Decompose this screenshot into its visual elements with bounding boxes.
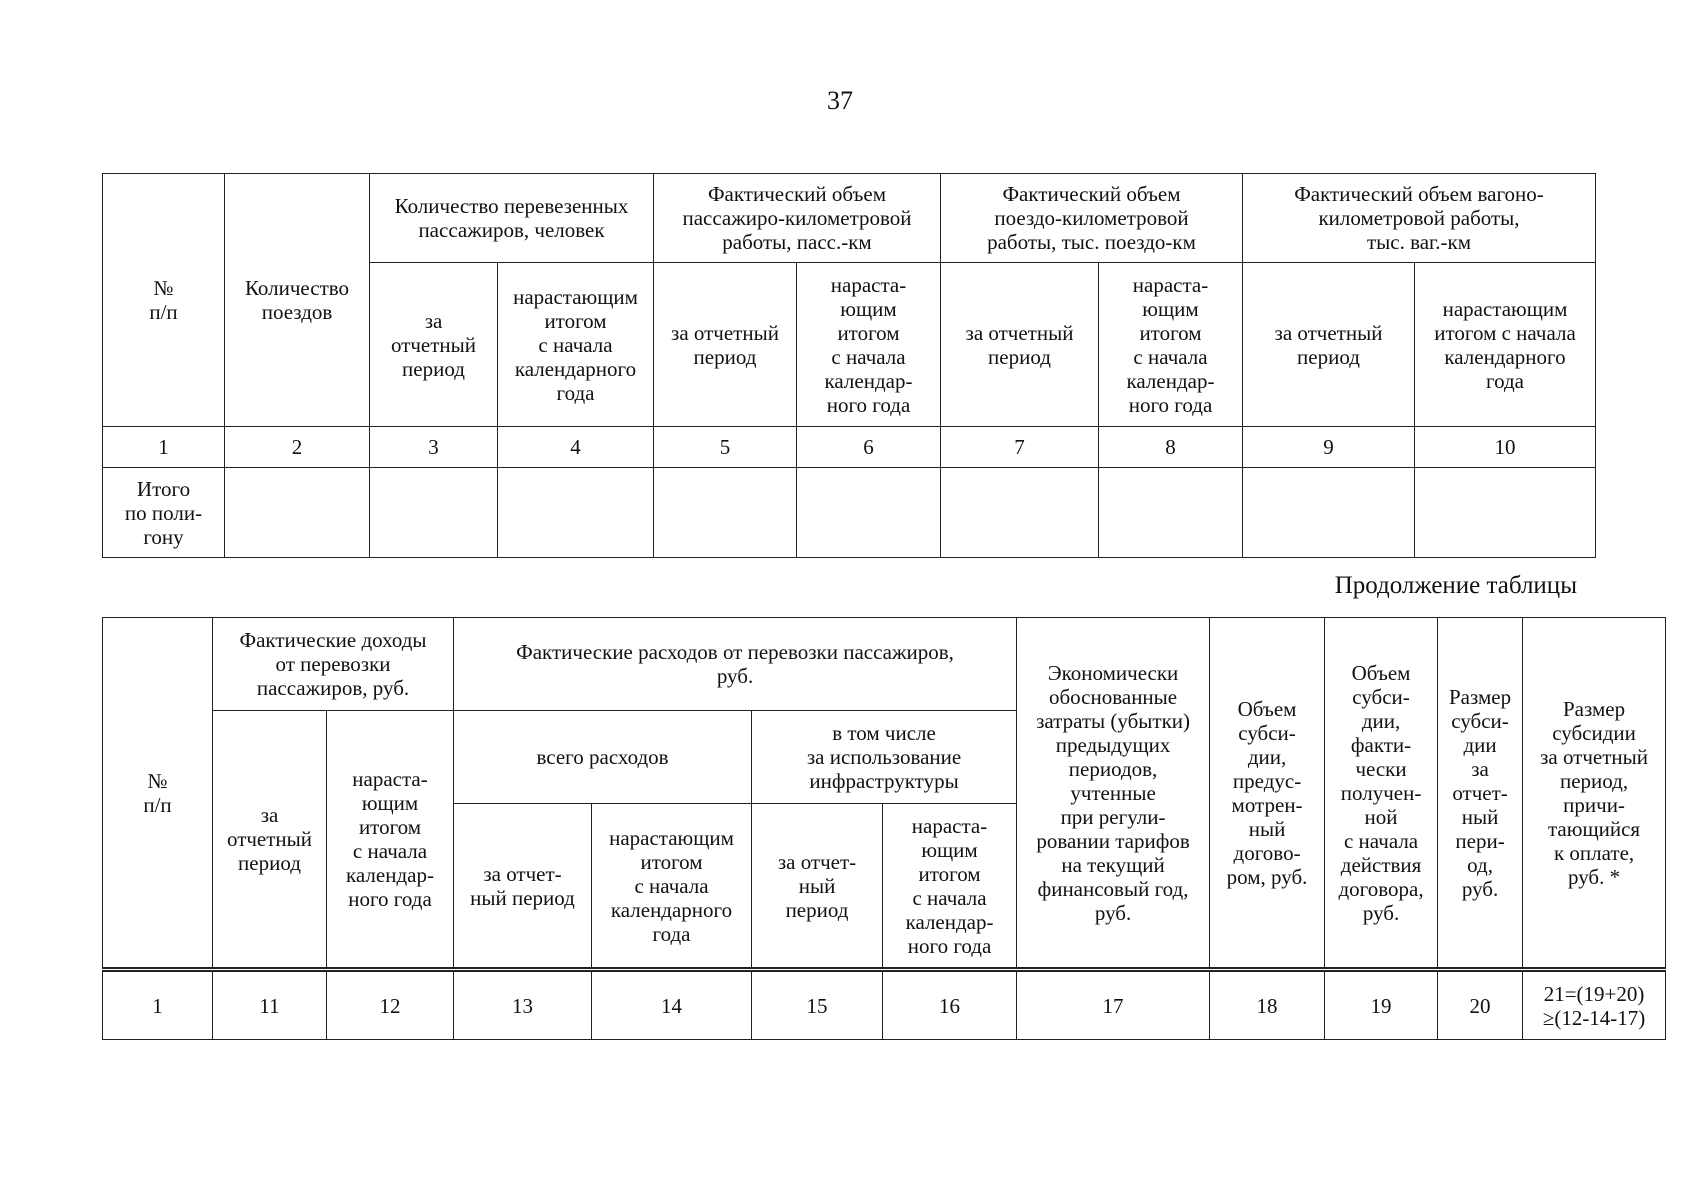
header-number: № п/п [103,174,225,427]
header-total-expenses: всего расходов [454,711,752,804]
header-col-19: Объем субси- дии, факти- чески получен- ной с начала действия договора, руб. [1325,618,1438,970]
header-passenger-km-group: Фактический объем пассажиро-километровой работы, пасс.-км [654,174,941,263]
header-col-18: Объем субси- дии, предус- мотрен- ный догово- ром, руб. [1210,618,1325,970]
column-number: 1 [103,970,213,1040]
column-number: 14 [592,970,752,1040]
header-col-20: Размер субси- дии за отчет- ный пери- од, руб. [1438,618,1523,970]
header-trains-count: Количество поездов [225,174,370,427]
column-number: 2 [225,427,370,468]
column-number-formula: 21=(19+20) ≥(12-14-17) [1523,970,1666,1040]
column-number: 4 [498,427,654,468]
empty-cell [498,468,654,558]
header-col-15: за отчет- ный период [752,804,883,970]
column-number: 3 [370,427,498,468]
header-col-10: нарастающим итогом с начала календарного года [1415,263,1596,427]
empty-cell [370,468,498,558]
header-col-8: нараста- ющим итогом с начала календар- ного года [1099,263,1243,427]
header-col-5: за отчетный период [654,263,797,427]
header-col-3: за отчетный период [370,263,498,427]
continuation-label: Продолжение таблицы [1334,572,1577,599]
passenger-work-table [102,173,1596,558]
header-number: № п/п [103,618,213,970]
income-expenses-table [102,617,1666,1040]
column-number: 9 [1243,427,1415,468]
header-col-6: нараста- ющим итогом с начала календар- ного года [797,263,941,427]
header-expenses-group: Фактические расходов от перевозки пассажиров, руб. [454,618,1017,711]
column-number: 8 [1099,427,1243,468]
header-col-14: нарастающим итогом с начала календарного года [592,804,752,970]
header-col-13: за отчет- ный период [454,804,592,970]
header-train-km-group: Фактический объем поездо-километровой работы, тыс. поездо-км [941,174,1243,263]
column-number: 10 [1415,427,1596,468]
empty-cell [1243,468,1415,558]
column-number-row [103,970,1666,1040]
empty-cell [1415,468,1596,558]
total-row [103,468,1596,558]
header-col-12: нараста- ющим итогом с начала календар- ного года [327,711,454,970]
column-number: 18 [1210,970,1325,1040]
header-col-16: нараста- ющим итогом с начала календар- ного года [883,804,1017,970]
column-number: 16 [883,970,1017,1040]
column-number: 15 [752,970,883,1040]
column-number: 19 [1325,970,1438,1040]
header-infrastructure-expenses: в том числе за использование инфраструктуры [752,711,1017,804]
empty-cell [225,468,370,558]
column-number: 12 [327,970,454,1040]
header-wagon-km-group: Фактический объем вагоно- километровой работы, тыс. ваг.-км [1243,174,1596,263]
empty-cell [797,468,941,558]
header-col-9: за отчетный период [1243,263,1415,427]
column-number: 5 [654,427,797,468]
header-passengers-group: Количество перевезенных пассажиров, человек [370,174,654,263]
column-number: 13 [454,970,592,1040]
page-number: 37 [827,86,853,115]
column-number: 6 [797,427,941,468]
column-number: 17 [1017,970,1210,1040]
column-number: 11 [213,970,327,1040]
total-label: Итого по поли- гону [103,468,225,558]
column-number: 20 [1438,970,1523,1040]
column-number: 1 [103,427,225,468]
empty-cell [1099,468,1243,558]
header-col-4: нарастающим итогом с начала календарного года [498,263,654,427]
empty-cell [654,468,797,558]
header-col-21: Размер субсидии за отчетный период, причи- тающийся к оплате, руб. * [1523,618,1666,970]
column-number-row [103,427,1596,468]
header-income-group: Фактические доходы от перевозки пассажиров, руб. [213,618,454,711]
column-number: 7 [941,427,1099,468]
empty-cell [941,468,1099,558]
header-col-7: за отчетный период [941,263,1099,427]
header-col-11: за отчетный период [213,711,327,970]
header-col-17: Экономически обоснованные затраты (убытки) предыдущих периодов, учтенные при регули- ровании тарифов на текущий финансовый год, руб. [1017,618,1210,970]
